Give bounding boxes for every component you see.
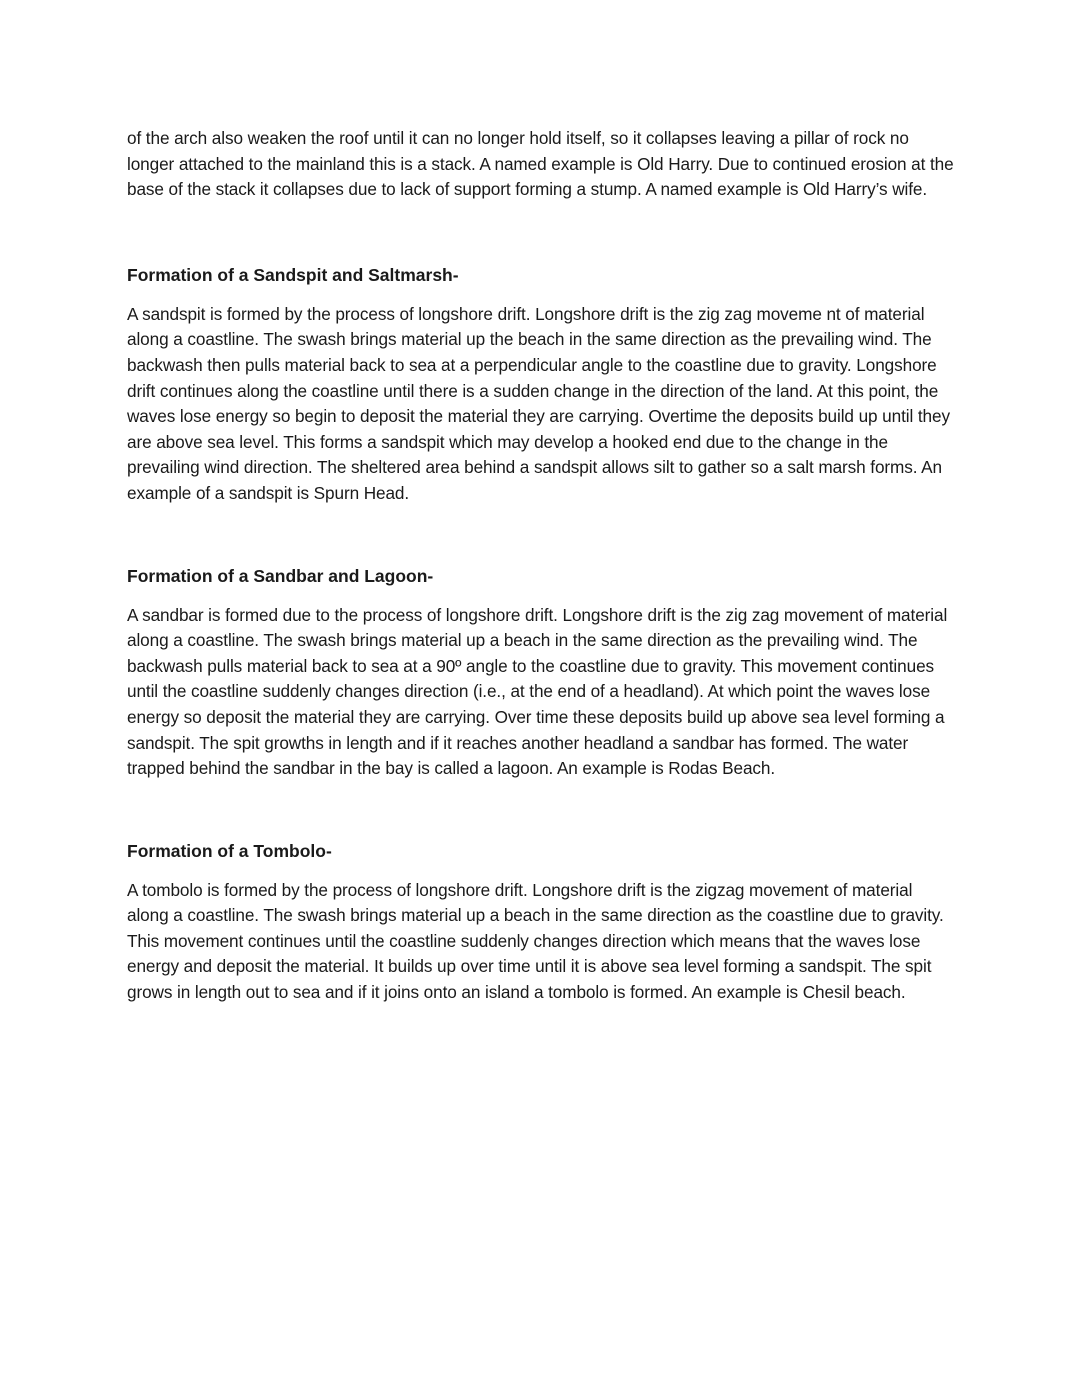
section-body-tombolo: A tombolo is formed by the process of longshore drift. Longshore drift is the zigzag movement of material along a coastline. The swash brings material up a beach in the same direction as the coastline due to gravity. This movement continues until the coastline suddenly changes direction which means that the waves lose energy and deposit the material. It builds up over time until it is above sea level forming a sandspit. The spit grows in length out to sea and if it joins onto an island a tombolo is formed. An example is Chesil beach. bbox=[127, 879, 944, 1003]
section-heading-tombolo: Formation of a Tombolo- bbox=[127, 840, 332, 861]
section-heading-sandbar: Formation of a Sandbar and Lagoon- bbox=[127, 565, 434, 586]
intro-paragraph: of the arch also weaken the roof until it can no longer hold itself, so it collapses leaving a pillar of rock no longer attached to the mainland this is a stack. A named example is Old Harry. Due to continued erosion at the base of the stack it collapses due to lack of support forming a stump. A named example is Old Harry’s wife. bbox=[127, 128, 954, 200]
section-heading-sandspit: Formation of a Sandspit and Saltmarsh- bbox=[127, 264, 459, 285]
section-body-sandbar: A sandbar is formed due to the process of longshore drift. Longshore drift is the zig zag movement of material along a coastline. The swash brings material up a beach in the same direction as the prevailing wind. The backwash pulls material back to sea at a 90º angle to the coastline due to gravity. This movement continues until the coastline suddenly changes direction (i.e., at the end of a headland). At which point the waves lose energy so deposit the material they are carrying. Over time these deposits build up above sea level forming a sandspit. The spit growths in length and if it reaches another headland a sandbar has formed. The water trapped behind the sandbar in the bay is called a lagoon. An example is Rodas Beach. bbox=[127, 604, 948, 779]
section-body-sandspit: A sandspit is formed by the process of longshore drift. Longshore drift is the zig zag moveme nt of material along a coastline. The swash brings material up the beach in the same direction as the prevailing wind. The backwash then pulls material back to sea at a perpendicular angle to the coastline due to gravity. Longshore drift continues along the coastline until there is a sudden change in the direction of the land. At this point, the waves lose energy so begin to deposit the material they are carrying. Overtime the deposits build up until they are above sea level. This forms a sandspit which may develop a hooked end due to the change in the prevailing wind direction. The sheltered area behind a sandspit allows silt to gather so a salt marsh forms. An example of a sandspit is Spurn Head. bbox=[127, 303, 950, 503]
document-page bbox=[127, 126, 957, 1006]
